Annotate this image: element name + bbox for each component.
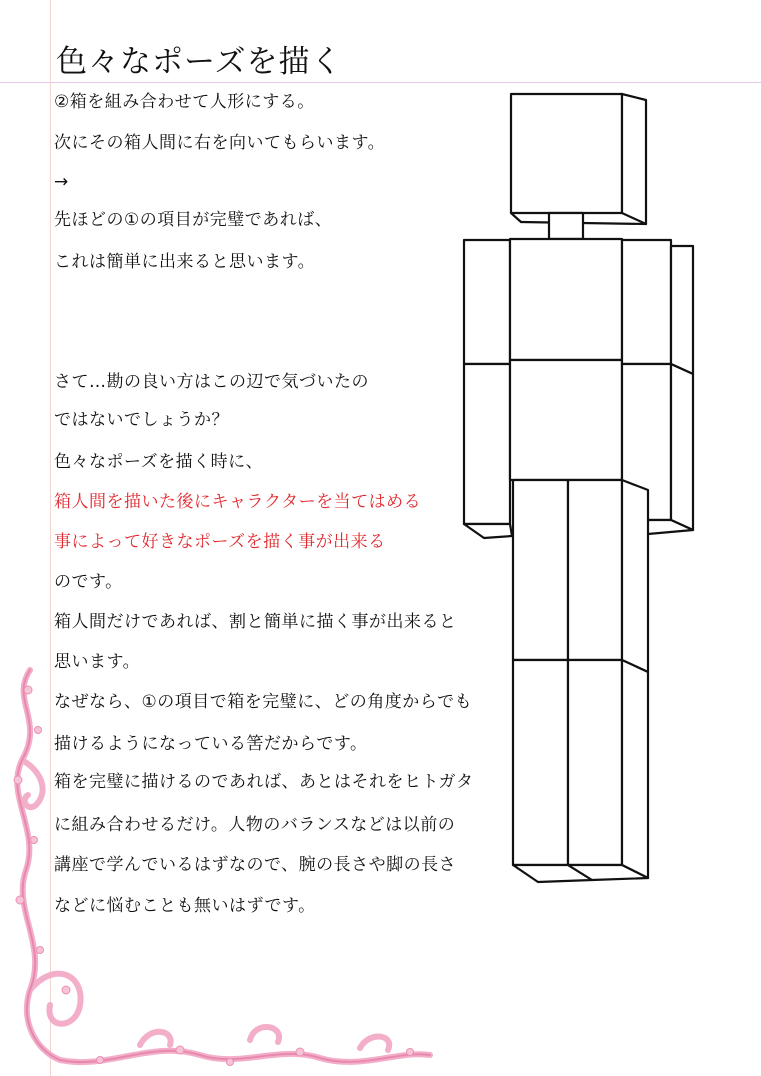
text-line: 色々なポーズを描く時に、: [54, 452, 264, 472]
box-head: [511, 94, 646, 224]
box-torso: [510, 239, 622, 480]
text-line: 先ほどの①の項目が完璧であれば、: [54, 210, 333, 230]
text-line: に組み合わせるだけ。人物のバランスなどは以前の: [54, 815, 456, 835]
page-title: 色々なポーズを描く: [56, 44, 343, 80]
floral-border-decoration: [0, 650, 440, 1076]
text-line: これは簡単に出来ると思います。: [54, 252, 316, 272]
text-line: などに悩むことも無いはずです。: [54, 896, 316, 916]
text-line: 思います。: [54, 652, 141, 672]
text-line: 箱を完璧に描けるのであれば、あとはそれをヒトガタ: [54, 772, 474, 792]
text-line: 箱人間だけであれば、割と簡単に描く事が出来ると: [54, 612, 457, 632]
text-line: 描けるようになっている筈だからです。: [54, 734, 368, 754]
box-person-figure: [455, 88, 755, 888]
text-line: →: [54, 172, 69, 192]
box-left-arm: [464, 240, 512, 538]
box-neck: [549, 213, 583, 239]
text-line: ではないでしょうか？: [54, 410, 229, 430]
highlight-line: 箱人間を描いた後にキャラクターを当てはめる: [54, 492, 422, 512]
text-line: なぜなら、①の項目で箱を完璧に、どの角度からでも: [54, 692, 473, 712]
text-line: のです。: [54, 572, 123, 592]
top-margin-rule: [0, 82, 761, 83]
text-line: さて…勘の良い方はこの辺で気づいたの: [54, 372, 369, 392]
text-line: ②箱を組み合わせて人形にする。: [54, 92, 315, 112]
text-line: 次にその箱人間に右を向いてもらいます。: [54, 133, 386, 153]
box-legs: [513, 480, 648, 882]
highlight-line: 事によって好きなポーズを描く事が出来る: [54, 532, 386, 552]
text-line: 講座で学んでいるはずなので、腕の長さや脚の長さ: [54, 855, 457, 875]
